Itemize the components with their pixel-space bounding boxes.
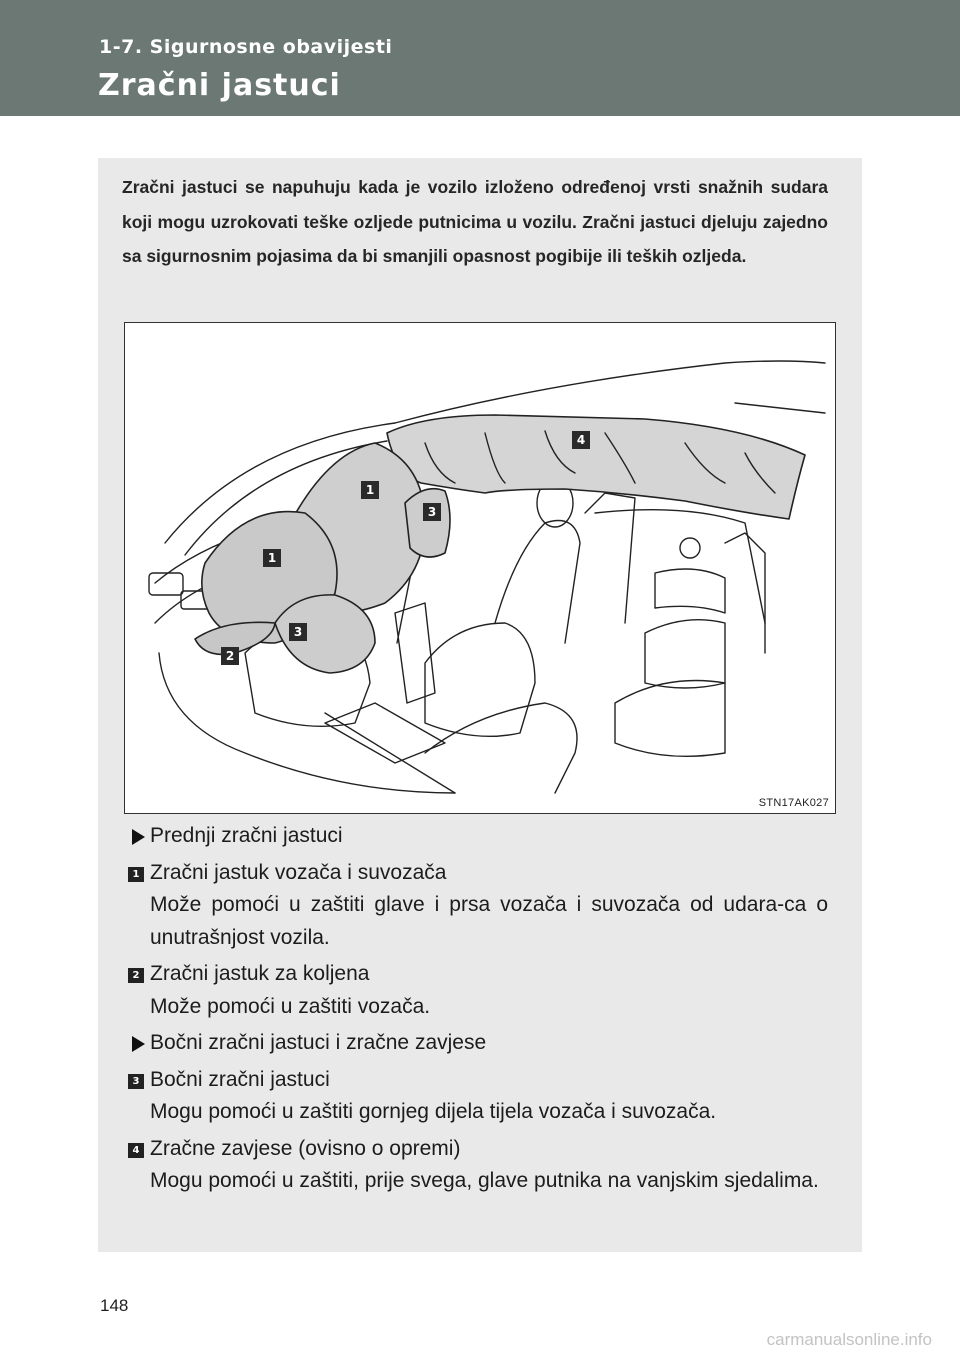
page-title: Zračni jastuci (98, 68, 341, 103)
chapter-header (0, 0, 960, 116)
item-title: Zračni jastuk vozača i suvozača (150, 860, 447, 884)
callout-1-upper: 1 (361, 481, 379, 499)
triangle-bullet-icon (132, 1036, 145, 1052)
section-heading-side: Bočni zračni jastuci i zračne zavjese (128, 1027, 828, 1060)
triangle-bullet-icon (132, 829, 145, 845)
airbag-descriptions (128, 820, 828, 1198)
section-label: 1-7. Sigurnosne obavijesti (99, 36, 393, 58)
number-3-icon: 3 (128, 1074, 144, 1089)
item-title: Zračni jastuk za koljena (150, 962, 370, 985)
item-description: Može pomoći u zaštiti glave i prsa vozača i suvozača od udara-ca o unutrašnjost vozila. (150, 893, 828, 949)
watermark: carmanualsonline.info (766, 1330, 932, 1349)
list-item-2 (128, 958, 828, 1023)
item-title: Bočni zračni jastuci (150, 1067, 330, 1091)
car-interior-drawing (125, 323, 836, 814)
airbag-illustration (124, 322, 836, 814)
page-number: 148 (100, 1296, 129, 1315)
list-item-1 (128, 857, 828, 955)
callout-1-lower: 1 (263, 549, 281, 567)
item-description: Mogu pomoći u zaštiti, prije svega, glave putnika na vanjskim sjedalima. (150, 1169, 819, 1192)
item-description: Može pomoći u zaštiti vozača. (150, 994, 431, 1018)
callout-2: 2 (221, 647, 239, 665)
list-item-4 (128, 1133, 828, 1198)
callout-4: 4 (572, 431, 590, 449)
figure-code: STN17AK027 (758, 797, 829, 809)
item-title: Zračne zavjese (ovisno o opremi) (150, 1136, 461, 1160)
callout-3-lower: 3 (289, 623, 307, 641)
number-2-icon: 2 (128, 968, 144, 983)
section-heading-front: Prednji zračni jastuci (128, 820, 828, 853)
number-4-icon: 4 (128, 1143, 144, 1158)
list-item-3 (128, 1064, 828, 1129)
callout-3-upper: 3 (423, 503, 441, 521)
item-description: Mogu pomoći u zaštiti gornjeg dijela tijela vozača i suvozača. (150, 1100, 717, 1123)
intro-paragraph: Zračni jastuci se napuhuju kada je vozilo izloženo određenoj vrsti snažnih sudara koji mogu uzrokovati teške ozljede putnicima u vozilu. Zračni jastuci djeluju zajedno sa sigurnosnim pojasima da bi smanjili opasnost pogibije ili teških ozljeda. (122, 177, 828, 266)
number-1-icon: 1 (128, 867, 144, 882)
